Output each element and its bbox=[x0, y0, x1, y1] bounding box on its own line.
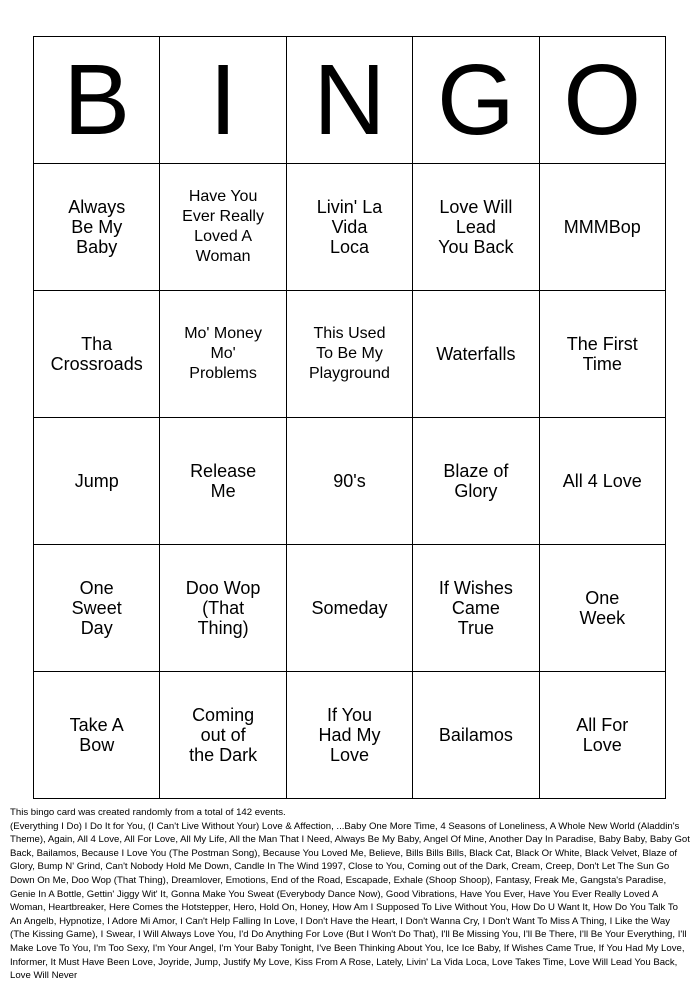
cell-label: Always Be My Baby bbox=[68, 197, 126, 257]
cell-label: Tha Crossroads bbox=[50, 334, 143, 374]
cell-label: Waterfalls bbox=[436, 344, 516, 364]
footer-event-list: (Everything I Do) I Do It for You, (I Can't Live Without Your) Love & Affection, ...Baby One More Time, 4 Seasons of Loneliness, A Whole New World (Aladdin's Theme), Again, All 4 Love, All For Love, All My Life, All the Man That I Need, Always Be My Baby, Angel Of Mine, Another Day In Paradise, Baby Baby, Baby Got Back, Bailamos, Because I Love You (The Postman Song), Because You Loved Me, Believe, Bills Bills Bills, Black Cat, Black Or White, Black Velvet, Blaze of Glory, Bump N' Grind, Can't Nobody Hold Me Down, Candle In The Wind 1997, Close to You, Coming out of the Dark, Cream, Creep, Don't Let The Sun Go Down On Me, Doo Wop (That Thing), Dreamlover, Emotions, End of the Road, Escapade, Exhale (Shoop Shoop), Fantasy, Freak Me, Gangsta's Paradise, Genie In A Bottle, Gettin' Jiggy Wit' It, Gonna Make You Sweat (Everybody Dance Now), Good Vibrations, Have You Ever, Have You Ever Really Loved A Woman, Heartbreaker, Here Comes the Hotstepper, Hero, Hold On, Honey, How Am I Supposed To Live Without You, How Do U Want It, How Do You Talk To An Angelb, Hypnotize, I Adore Mi Amor, I Can't Help Falling In Love, I Don't Have the Heart, I Don't Wanna Cry, I Don't Want To Miss A Thing, I Like the Way (The Kissing Game), I Swear, I Will Always Love You, I'd Do Anything For Love (But I Won't Do That), I'll Be Missing You, I'll Be There, I'll Be Your Everything, I'll Make Love To You, I'm Too Sexy, I'm Your Angel, I'm Your Baby Tonight, I've Been Thinking About You, Ice Ice Baby, If Wishes Came True, If You Had My Love, Informer, It Must Have Been Love, Joyride, Jump, Justify My Love, Kiss From A Rose, Lately, Livin' La Vida Loca, Love Takes Time, Love Will Lead You Back, Love Will Never bbox=[10, 820, 690, 982]
header-letter-n: N bbox=[286, 37, 412, 164]
card-row-1 bbox=[34, 164, 666, 291]
cell-label: If Wishes Came True bbox=[438, 578, 513, 638]
event-list-footer bbox=[10, 806, 690, 983]
bingo-cell bbox=[160, 418, 286, 545]
bingo-cell bbox=[286, 164, 412, 291]
bingo-cell bbox=[539, 545, 665, 672]
bingo-cell bbox=[160, 545, 286, 672]
bingo-card bbox=[33, 36, 666, 799]
cell-label: Someday bbox=[311, 598, 388, 618]
header-row bbox=[34, 37, 666, 164]
card-row-4 bbox=[34, 545, 666, 672]
cell-label: Bailamos bbox=[438, 725, 513, 745]
bingo-cell bbox=[413, 418, 539, 545]
cell-label: Jump bbox=[74, 471, 119, 491]
bingo-cell bbox=[286, 672, 412, 799]
cell-label: Doo Wop (That Thing) bbox=[185, 578, 261, 638]
header-letter-b: B bbox=[34, 37, 160, 164]
cell-label: MMMBop bbox=[563, 217, 641, 237]
card-row-3 bbox=[34, 418, 666, 545]
card-row-5 bbox=[34, 672, 666, 799]
bingo-cell bbox=[539, 672, 665, 799]
bingo-cell bbox=[413, 291, 539, 418]
cell-label: Mo' Money Mo' Problems bbox=[184, 325, 262, 382]
cell-label: All For Love bbox=[576, 715, 629, 755]
bingo-cell bbox=[413, 672, 539, 799]
bingo-cell bbox=[34, 545, 160, 672]
cell-label: 90's bbox=[333, 471, 366, 491]
bingo-cell bbox=[539, 418, 665, 545]
card-row-2 bbox=[34, 291, 666, 418]
bingo-cell bbox=[539, 291, 665, 418]
bingo-cell bbox=[34, 418, 160, 545]
cell-label: Release Me bbox=[190, 461, 257, 501]
cell-label: Livin' La Vida Loca bbox=[316, 197, 383, 257]
cell-label: One Week bbox=[579, 588, 626, 628]
cell-label: One Sweet Day bbox=[71, 578, 122, 638]
bingo-cell bbox=[286, 418, 412, 545]
bingo-cell bbox=[413, 545, 539, 672]
bingo-cell bbox=[34, 164, 160, 291]
header-letter-g: G bbox=[413, 37, 539, 164]
cell-label: Have You Ever Really Loved A Woman bbox=[182, 188, 264, 265]
cell-label: The First Time bbox=[566, 334, 638, 374]
header-letter-o: O bbox=[539, 37, 665, 164]
cell-label: All 4 Love bbox=[562, 471, 642, 491]
bingo-cell bbox=[160, 164, 286, 291]
bingo-cell bbox=[286, 545, 412, 672]
cell-label: This Used To Be My Playground bbox=[309, 325, 390, 382]
bingo-cell bbox=[286, 291, 412, 418]
bingo-cell bbox=[160, 291, 286, 418]
bingo-cell bbox=[413, 164, 539, 291]
footer-intro: This bingo card was created randomly from a total of 142 events. bbox=[10, 807, 286, 818]
cell-label: Coming out of the Dark bbox=[189, 705, 258, 765]
cell-label: If You Had My Love bbox=[318, 705, 381, 765]
bingo-cell bbox=[160, 672, 286, 799]
bingo-cell bbox=[34, 672, 160, 799]
header-letter-i: I bbox=[160, 37, 286, 164]
cell-label: Blaze of Glory bbox=[443, 461, 509, 501]
bingo-cell bbox=[34, 291, 160, 418]
cell-label: Love Will Lead You Back bbox=[438, 197, 514, 257]
cell-label: Take A Bow bbox=[69, 715, 124, 755]
bingo-cell bbox=[539, 164, 665, 291]
